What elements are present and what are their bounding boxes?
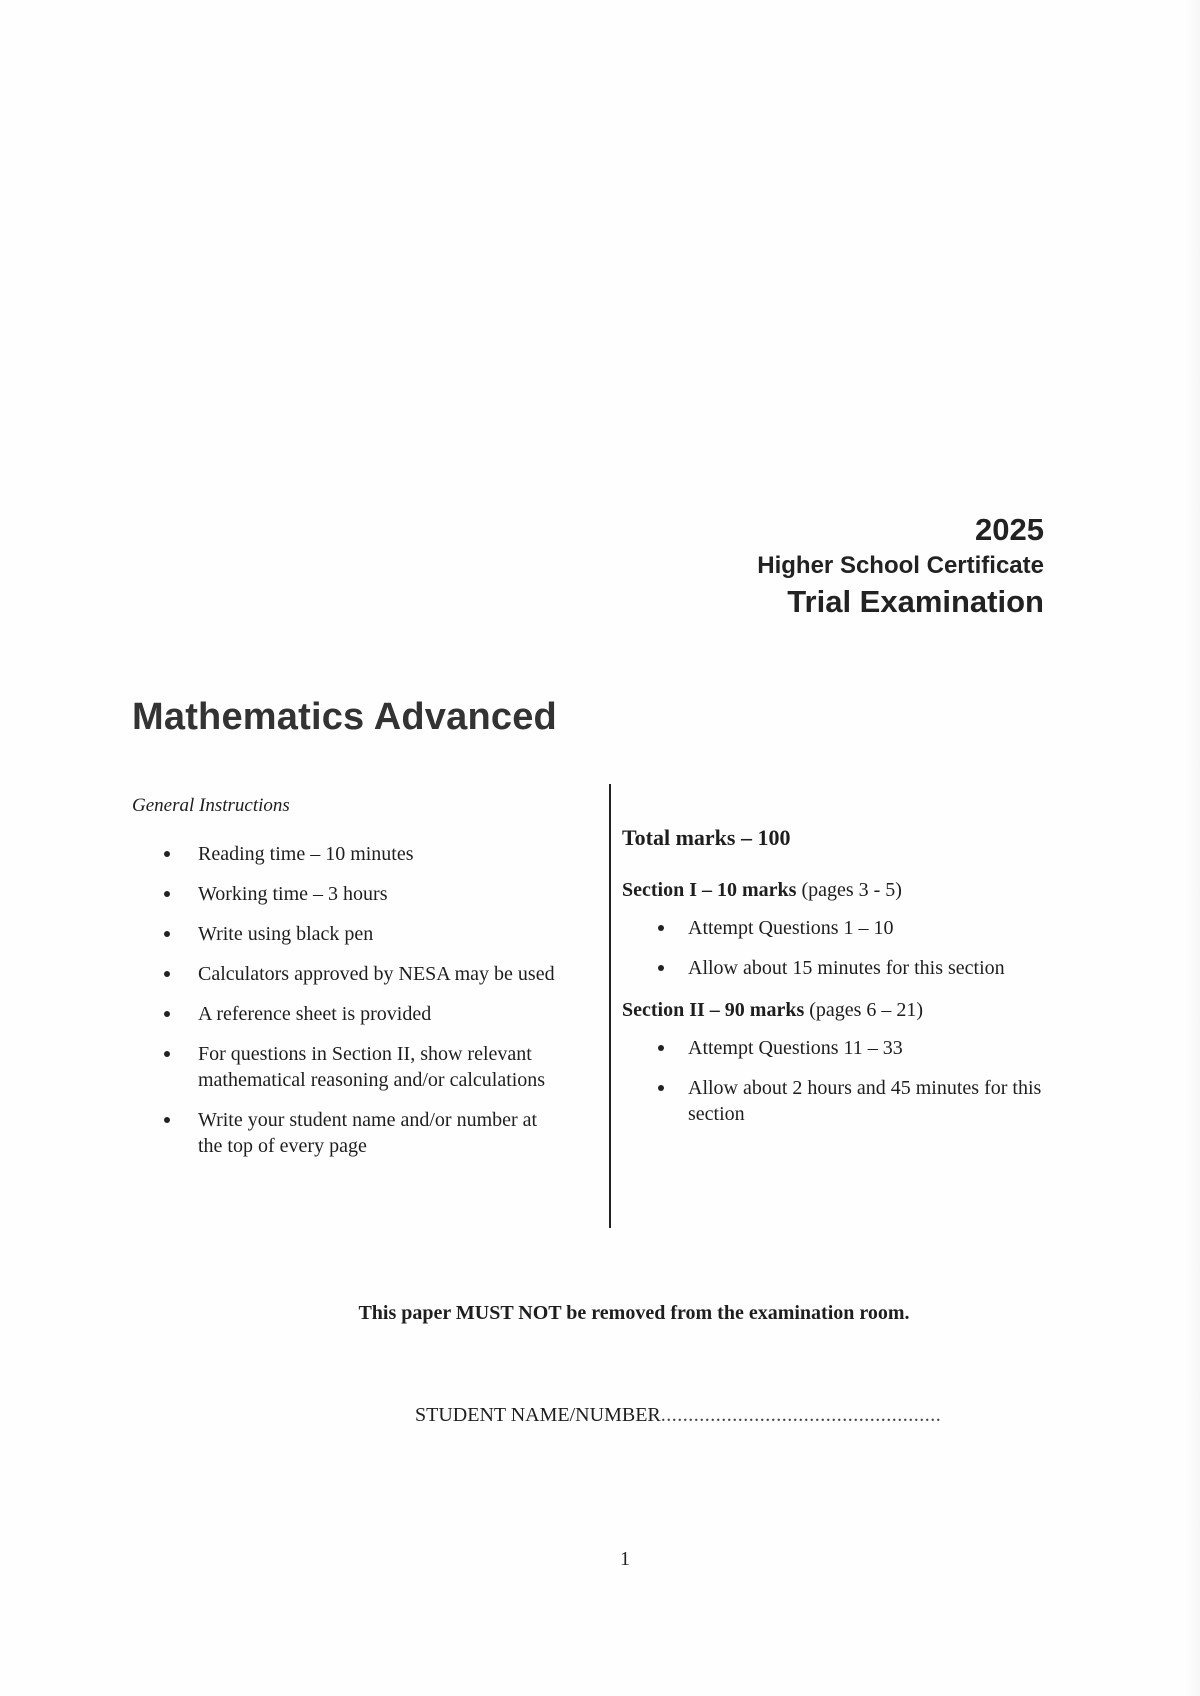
instruction-text: A reference sheet is provided [198, 1003, 432, 1025]
bullet-icon [164, 971, 170, 977]
section-2-list [622, 1035, 1052, 1127]
instruction-text: Write using black pen [198, 923, 374, 945]
exam-title-block [757, 510, 1044, 622]
bullet-icon [164, 851, 170, 857]
instruction-text: For questions in Section II, show relevant mathematical reasoning and/or calculations [198, 1043, 546, 1091]
general-instructions-heading: General Instructions [132, 795, 290, 816]
exam-year: 2025 [975, 512, 1044, 547]
bullet-icon [164, 1051, 170, 1057]
section-1-pages: (pages 3 - 5) [801, 879, 902, 901]
certificate-name: Higher School Certificate [757, 552, 1044, 579]
list-item [132, 1001, 562, 1027]
exam-type: Trial Examination [787, 584, 1044, 619]
instruction-text: Working time – 3 hours [198, 883, 388, 905]
instruction-text: Calculators approved by NESA may be used [198, 963, 555, 985]
page-number [0, 1548, 1200, 1571]
list-item [132, 1107, 562, 1159]
bullet-icon [658, 1045, 664, 1051]
list-item [132, 841, 562, 867]
bullet-icon [658, 1085, 664, 1091]
section-2-pages: (pages 6 – 21) [809, 999, 924, 1021]
bullet-icon [658, 965, 664, 971]
list-item [622, 1075, 1052, 1127]
page-number-text: 1 [620, 1548, 630, 1570]
subject-title: Mathematics Advanced [132, 696, 557, 738]
section-1-list [622, 915, 1052, 981]
bullet-icon [164, 931, 170, 937]
bullet-icon [658, 925, 664, 931]
scan-edge [1186, 0, 1200, 1696]
list-item [132, 881, 562, 907]
list-item [132, 1041, 562, 1093]
instruction-text: Reading time – 10 minutes [198, 843, 414, 865]
column-divider [609, 784, 611, 1228]
section-2-heading [622, 997, 1052, 1023]
section-1-heading [622, 877, 1052, 903]
instruction-text: Write your student name and/or number at the top of every page [198, 1109, 538, 1157]
bullet-icon [164, 1117, 170, 1123]
list-item [622, 915, 1052, 941]
list-item [132, 921, 562, 947]
section-2-item: Allow about 2 hours and 45 minutes for this section [688, 1077, 1042, 1125]
list-item [132, 961, 562, 987]
general-instructions [132, 795, 572, 1173]
student-name-field [415, 1404, 941, 1427]
list-item [622, 1035, 1052, 1061]
section-2-title: Section II – 90 marks [622, 999, 805, 1021]
section-2-item: Attempt Questions 11 – 33 [688, 1037, 903, 1059]
removal-warning [0, 1302, 1200, 1325]
bullet-icon [164, 891, 170, 897]
section-1-title: Section I – 10 marks [622, 879, 797, 901]
list-item [622, 955, 1052, 981]
section-1-item: Attempt Questions 1 – 10 [688, 917, 894, 939]
section-1-item: Allow about 15 minutes for this section [688, 957, 1005, 979]
student-name-blank: ................................................... [660, 1404, 942, 1426]
total-marks: Total marks – 100 [622, 825, 791, 850]
instructions-list [132, 841, 572, 1159]
removal-warning-text: This paper MUST NOT be removed from the examination room. [358, 1302, 910, 1324]
student-name-label: STUDENT NAME/NUMBER [415, 1404, 661, 1426]
marks-breakdown [622, 825, 1052, 1143]
bullet-icon [164, 1011, 170, 1017]
